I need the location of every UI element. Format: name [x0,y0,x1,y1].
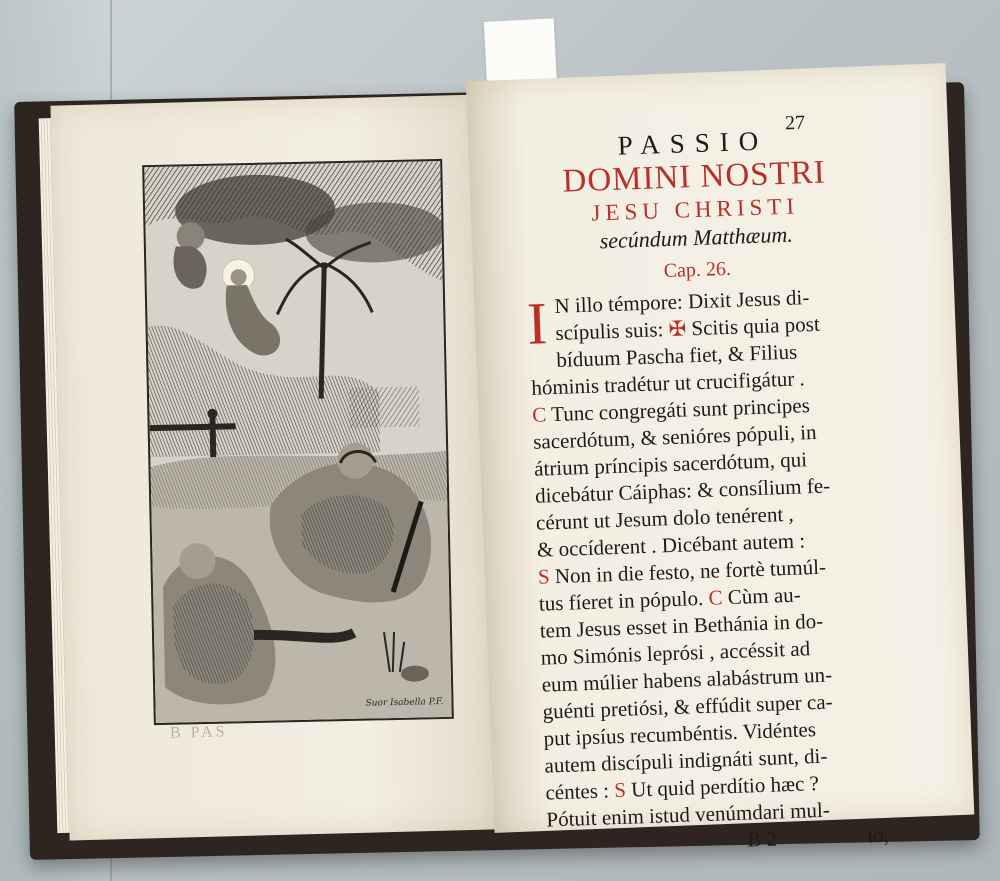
cross-icon: ✠ [668,316,687,342]
signature-mark: B 2 [746,826,778,852]
line-text: Tunc congregáti sunt principes [545,393,811,427]
page-number: 27 [784,111,806,135]
line-text: N illo témpore: Dixit Jesus di- [554,285,810,318]
right-page-text [522,108,888,860]
rubric-mark: S [613,777,627,803]
line-text: sacerdótum, & senióres pópuli, in [532,419,817,454]
line-text: bíduum Pascha fiet, & Filius [555,339,798,372]
chapter-heading: Cap. 26. [663,257,732,283]
line-text: tem Jesus esset in Bethánia in do- [539,608,824,643]
catchword: to, [867,822,890,848]
line-text: mo Simónis leprósi , accéssit ad [540,636,811,670]
line-text: céntes : [545,778,615,805]
bleed-through-text: B PAS [169,723,228,742]
line-text: átrium príncipis sacerdótum, qui [533,447,808,481]
text-lines [525,282,887,834]
engraver-signature: Suor Isabella P.F. [365,697,444,709]
line-text: tus fíeret in pópulo. [538,585,709,616]
line-text: scípulis suis: ✠ Scitis quia post [555,311,821,345]
gospel-text [525,282,887,834]
engraving-agony-in-garden-icon [144,161,452,723]
line-text: Pótuit enim istud venúmdari mul- [546,797,831,832]
line-text: eum múlier habens alabástrum un- [541,662,833,697]
line-text: & occíderent . Dicébant autem : [536,528,806,562]
line-text: put ipsíus recumbéntis. Vidéntes [543,717,817,751]
heading-jesu-christi: JESU CHRISTI [591,193,800,226]
line-text: cérunt ut Jesum dolo tenérent , [535,501,795,535]
line-text: guénti pretiósi, & effúdit super ca- [542,689,833,724]
drop-initial: I [525,290,549,357]
rubric-mark: S [537,564,551,589]
heading-passio: PASSIO [617,125,769,161]
line-text: Ut quid perdítio hæc ? [625,771,820,802]
rubric-mark: C [531,402,547,427]
rubric-mark: C [708,585,723,610]
heading-domini-nostri: DOMINI NOSTRI [561,154,827,200]
line-text: hóminis tradétur ut crucifigátur . [530,366,806,400]
line-text: dicebátur Cáiphas: & consílium fe- [534,473,831,508]
engraving-illustration [142,159,454,725]
line-text: Cùm au- [722,582,802,610]
heading-secundum: secúndum Matthæum. [599,221,794,254]
line-text: Non in die festo, ne fortè tumúl- [549,554,827,589]
line-text: autem discípuli indignáti sunt, di- [544,743,828,778]
